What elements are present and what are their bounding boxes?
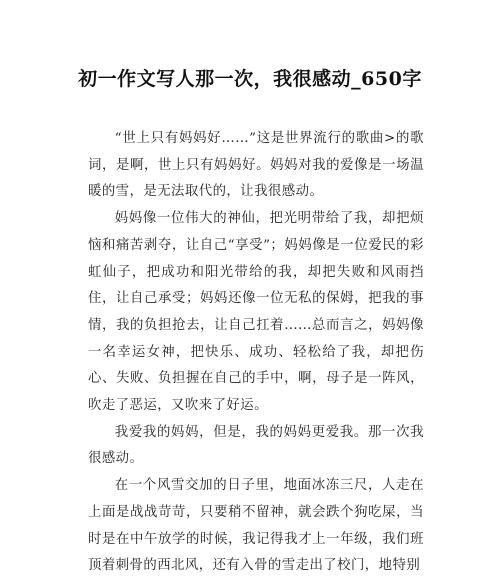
document-title: 初一作文写人那一次，我很感动_650字 <box>78 68 422 90</box>
paragraph: “世上只有妈妈好……”这是世界流行的歌曲>的歌词，是啊，世上只有妈妈好。妈妈对我的爱像是一场温暖的雪，是无法取代的，让我很感动。 <box>88 131 424 200</box>
document-body <box>88 126 424 580</box>
paragraph: 妈妈像一位伟大的神仙，把光明带给了我，却把烦恼和痛苦剥夺，让自己“享受”；妈妈像是一位爱民的彩虹仙子，把成功和阳光带给的我，却把失败和风雨挡住，让自己承受；妈妈还像一位无私的保姆，把我的事情，我的负担抢去，让自己扛着……总而言之，妈妈像一名幸运女神，把快乐、成功、轻松给了我，却把伤心、失败、负担握在自己的手中，啊，母子是一阵风，吹走了恶运，又吹来了好运。 <box>88 211 424 414</box>
paragraph: 在一个风雪交加的日子里，地面冰冻三尺，人走在上面是战战苛苛，只要稍不留神，就会跌个狗吃屎，当时是在中午放学的时候，我记得我才上一年级，我们班顶着刺骨的西北风，还有入骨的雪走出了校门，地特别 <box>88 478 424 574</box>
paragraph: 我爱我的妈妈，但是，我的妈妈更爱我。那一次我很感动。 <box>88 424 424 467</box>
